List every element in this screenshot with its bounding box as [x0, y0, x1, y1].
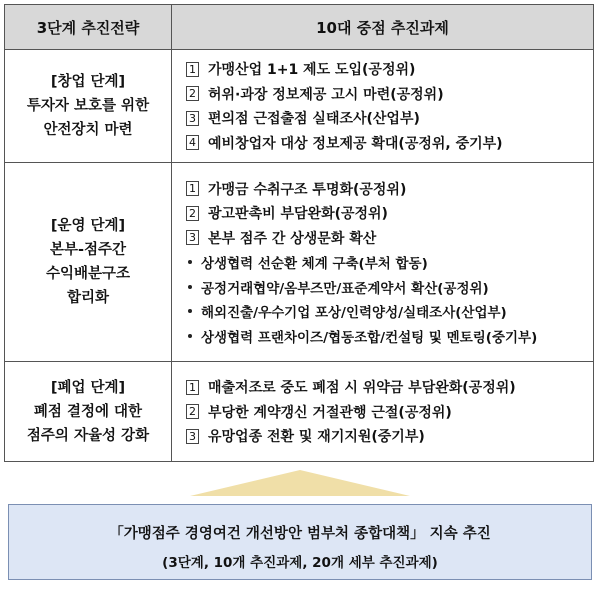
stage-row-closure: [5, 362, 594, 462]
header-row: [5, 5, 594, 50]
stage-operation-label: [5, 163, 172, 362]
task-item: [186, 225, 593, 250]
task-number: 4: [186, 135, 199, 150]
stage-line: 합리화: [66, 290, 110, 306]
task-number: 2: [186, 206, 199, 221]
task-item: [186, 201, 593, 226]
sub-task-text: 상생협력 선순환 체계 구축(부처 합동): [201, 256, 428, 272]
sub-task-item: [186, 323, 593, 348]
stage-line: [폐업 단계]: [50, 379, 126, 396]
task-number: 2: [186, 86, 199, 101]
task-text: 예비창업자 대상 정보제공 확대(공정위, 중기부): [208, 135, 503, 152]
sub-task-text: 해외진출/우수기업 포상/인력양성/실태조사(산업부): [201, 305, 507, 321]
stage-line: 투자자 보호를 위한: [26, 98, 150, 114]
sub-task-item: [186, 274, 593, 299]
task-text: 가맹금 수취구조 투명화(공정위): [208, 181, 407, 198]
stage-line: 수익배분구조: [45, 266, 131, 282]
task-number: 3: [186, 230, 199, 245]
task-text: 편의점 근접출점 실태조사(산업부): [208, 111, 420, 128]
stage-startup-tasks: [172, 50, 594, 163]
task-number: 3: [186, 429, 199, 444]
task-item: [186, 399, 593, 424]
stage-line: 본부-점주간: [49, 242, 127, 258]
task-text: 가맹산업 1+1 제도 도입(공정위): [208, 62, 416, 79]
task-number: 3: [186, 111, 199, 126]
up-arrow-icon: [190, 470, 410, 496]
task-item: [186, 82, 593, 107]
task-text: 광고판촉비 부담완화(공정위): [208, 206, 388, 222]
summary-title: 「가맹점주 경영여건 개선방안 범부처 종합대책」 지속 추진: [109, 526, 491, 542]
stage-row-startup: [5, 50, 594, 163]
sub-task-text: 상생협력 프랜차이즈/협동조합/컨설팅 및 멘토링(중기부): [201, 329, 538, 346]
stage-row-operation: [5, 163, 594, 362]
header-tasks: 10대 중점 추진과제: [172, 5, 594, 50]
bullet-dot-icon: [188, 309, 192, 313]
stage-line: 점주의 자율성 강화: [26, 427, 150, 444]
sub-task-item: [186, 299, 593, 324]
task-text: 유망업종 전환 및 재기지원(중기부): [208, 429, 425, 445]
task-text: 매출저조로 중도 폐점 시 위약금 부담완화(공정위): [208, 380, 516, 396]
task-number: 1: [186, 380, 199, 395]
bullet-dot-icon: [188, 260, 192, 264]
task-text: 부당한 계약갱신 거절관행 근절(공정위): [208, 404, 452, 421]
stage-startup-label: [5, 50, 172, 163]
stage-operation-tasks: [172, 163, 594, 362]
task-item: [186, 131, 593, 156]
task-number: 2: [186, 404, 199, 419]
task-item: [186, 176, 593, 201]
stage-line: [창업 단계]: [50, 74, 126, 90]
strategy-table: [4, 4, 594, 462]
task-text: 허위·과장 정보제공 고시 마련(공정위): [208, 86, 444, 103]
stage-line: 폐점 결정에 대한: [33, 403, 143, 420]
summary-box: [8, 504, 592, 580]
sub-task-item: [186, 250, 593, 275]
stage-closure-label: [5, 362, 172, 462]
task-item: [186, 424, 593, 449]
bullet-dot-icon: [188, 285, 192, 289]
stage-line: 안전장치 마련: [43, 122, 133, 138]
header-strategy: 3단계 추진전략: [5, 5, 172, 50]
task-item: [186, 106, 593, 131]
task-item: [186, 375, 593, 400]
task-item: [186, 57, 593, 82]
task-number: 1: [186, 62, 199, 77]
task-number: 1: [186, 181, 199, 196]
stage-closure-tasks: [172, 362, 594, 462]
summary-subtitle: (3단계, 10개 추진과제, 20개 세부 추진과제): [162, 555, 438, 571]
bullet-dot-icon: [188, 334, 192, 338]
sub-task-text: 공정거래협약/옴부즈만/표준계약서 확산(공정위): [201, 280, 489, 297]
stage-line: [운영 단계]: [50, 218, 126, 234]
task-text: 본부 점주 간 상생문화 확산: [208, 230, 377, 247]
